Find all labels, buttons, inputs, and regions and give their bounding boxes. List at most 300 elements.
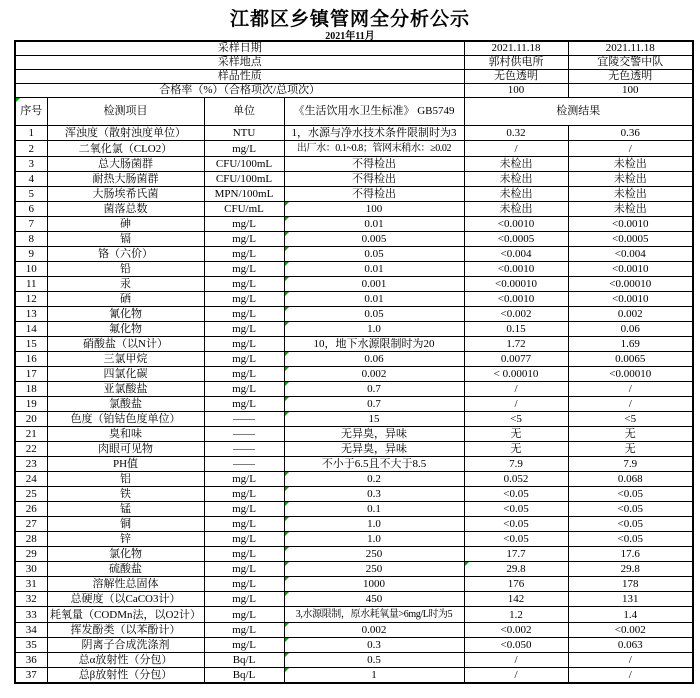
cell-standard-text: 无异臭，异味: [341, 428, 407, 440]
cell-standard-text: 1.0: [367, 533, 381, 545]
cell-standard: [284, 337, 464, 352]
cell-result-1-text: <0.004: [500, 248, 532, 260]
green-corner-marker: [285, 517, 289, 521]
cell-unit: [204, 337, 284, 352]
cell-unit-text: mg/L: [232, 278, 256, 290]
cell-standard-text: 出厂水：0.1~0.8；管网末稍水：≥0.02: [296, 143, 452, 154]
cell-standard: [284, 502, 464, 517]
cell-seq-text: 2: [28, 142, 34, 155]
cell-item-text: 总α放射性（分包）: [78, 654, 173, 666]
cell-item: [47, 202, 204, 217]
cell-seq: [15, 337, 47, 352]
cell-result-2: [568, 277, 693, 292]
green-corner-marker: [285, 277, 289, 281]
cell-result-1: [464, 592, 568, 607]
table-row: [15, 668, 693, 684]
cell-seq: [15, 157, 47, 172]
cell-result-1-text: 未检出: [499, 203, 533, 215]
cell-item: [47, 592, 204, 607]
cell-result-2: [568, 412, 693, 427]
cell-item-text: 镉: [120, 233, 131, 245]
cell-result-2-text: /: [628, 142, 632, 155]
cell-standard-text: 1.0: [367, 518, 381, 530]
cell-result-1: [464, 337, 568, 352]
cell-seq-text: 37: [25, 669, 37, 681]
table-row: [15, 322, 693, 337]
cell-standard: [284, 126, 464, 141]
cell-item-text: 铬（六价）: [98, 248, 153, 260]
cell-result-1-text: 无: [510, 443, 522, 455]
cell-unit: [204, 562, 284, 577]
cell-standard: [284, 202, 464, 217]
cell-standard-text: 1000: [363, 578, 385, 590]
table-row: [15, 397, 693, 412]
green-corner-marker: [285, 232, 289, 236]
cell-result-2: [568, 547, 693, 562]
cell-result-1-text: <0.05: [503, 503, 529, 515]
cell-result-1: [464, 607, 568, 623]
cell-seq-text: 33: [25, 608, 37, 621]
cell-result-2: [568, 668, 693, 684]
cell-result-1-text: 1.2: [509, 608, 523, 621]
cell-item-text: 臭和味: [109, 428, 142, 440]
info-label-text: 样品性质: [217, 70, 262, 82]
cell-result-1-text: 1.72: [506, 338, 526, 350]
cell-seq-text: 21: [25, 428, 37, 440]
cell-unit: [204, 292, 284, 307]
cell-seq-text: 17: [25, 368, 37, 380]
cell-standard-text: 0.2: [367, 473, 381, 485]
cell-standard: [284, 638, 464, 653]
cell-seq: [15, 187, 47, 202]
cell-result-1-text: 17.7: [506, 548, 526, 560]
cell-result-2: [568, 157, 693, 172]
cell-result-2-text: 7.9: [623, 458, 638, 470]
cell-result-1: [464, 262, 568, 277]
cell-result-2: [568, 592, 693, 607]
cell-unit: [204, 607, 284, 623]
cell-standard-text: 250: [365, 548, 383, 560]
info-label: [15, 41, 464, 56]
cell-item: [47, 352, 204, 367]
cell-unit: [204, 352, 284, 367]
cell-seq-text: 23: [25, 458, 37, 470]
cell-result-1: [464, 532, 568, 547]
cell-standard-text: 1，水源与净水技术条件限制时为3: [291, 127, 457, 139]
cell-unit: [204, 247, 284, 262]
cell-unit: [204, 532, 284, 547]
cell-result-1: [464, 412, 568, 427]
cell-result-1: [464, 397, 568, 412]
cell-standard: [284, 262, 464, 277]
info-row: [15, 56, 693, 70]
info-value-2-text: 无色透明: [608, 70, 653, 82]
cell-item-text: 浑浊度（散射浊度单位）: [65, 127, 186, 139]
cell-result-1: [464, 247, 568, 262]
green-corner-marker: [285, 382, 289, 386]
table-row: [15, 427, 693, 442]
cell-standard: [284, 352, 464, 367]
cell-standard-text: 0.05: [364, 248, 384, 260]
cell-result-1-text: /: [514, 654, 518, 666]
cell-unit: [204, 487, 284, 502]
table-row: [15, 638, 693, 653]
table-row: [15, 202, 693, 217]
cell-unit: [204, 442, 284, 457]
cell-standard-text: 3,水源限制，原水耗氧量>6mg/L时为5: [295, 609, 453, 620]
cell-item-text: 菌落总数: [103, 203, 148, 215]
cell-unit: [204, 502, 284, 517]
cell-result-2-text: <0.0010: [612, 263, 649, 275]
cell-item-text: 肉眼可见物: [98, 443, 153, 455]
cell-result-2-text: <0.0005: [612, 233, 649, 245]
cell-result-1: [464, 472, 568, 487]
cell-seq-text: 28: [25, 533, 37, 545]
analysis-table: [14, 40, 694, 684]
cell-result-2-text: 无: [624, 428, 636, 440]
cell-item-text: 铝: [120, 473, 131, 485]
cell-standard-text: 无异臭，异味: [341, 443, 407, 455]
cell-unit: [204, 592, 284, 607]
cell-item-text: 汞: [120, 278, 131, 290]
cell-result-2-text: 0.068: [617, 473, 643, 485]
cell-item: [47, 502, 204, 517]
green-corner-marker: [285, 487, 289, 491]
green-corner-marker: [285, 638, 289, 642]
cell-result-2-text: 1.69: [620, 338, 640, 350]
cell-standard: [284, 292, 464, 307]
cell-item: [47, 322, 204, 337]
cell-result-2-text: <0.05: [617, 503, 643, 515]
info-value-2: [568, 70, 693, 84]
cell-standard-text: 0.001: [361, 278, 387, 290]
cell-item-text: 阴离子合成洗涤剂: [81, 639, 170, 651]
col-header-standard: [284, 98, 464, 126]
cell-unit-text: mg/L: [232, 293, 256, 305]
cell-standard: [284, 547, 464, 562]
cell-item-text: 氟化物: [109, 323, 142, 335]
cell-unit: [204, 141, 284, 157]
cell-seq-text: 36: [25, 654, 37, 666]
cell-item: [47, 577, 204, 592]
table-body: [15, 41, 693, 683]
cell-item-text: 氰化物: [109, 308, 142, 320]
cell-seq: [15, 487, 47, 502]
green-corner-marker: [285, 547, 289, 551]
green-corner-marker: [285, 367, 289, 371]
green-corner-marker: [285, 307, 289, 311]
cell-result-1: [464, 577, 568, 592]
cell-seq: [15, 532, 47, 547]
cell-item: [47, 607, 204, 623]
info-value-1: [464, 56, 568, 70]
table-row: [15, 607, 693, 623]
cell-item-text: 总大肠菌群: [98, 158, 153, 170]
cell-unit-text: CFU/mL: [224, 203, 264, 215]
cell-seq: [15, 352, 47, 367]
cell-seq: [15, 623, 47, 638]
info-value-1: [464, 70, 568, 84]
cell-result-1: [464, 442, 568, 457]
cell-result-1-text: 176: [507, 578, 525, 590]
cell-result-2-text: <0.00010: [609, 368, 652, 380]
cell-item-text: 总硬度（以CaCO3计）: [70, 593, 181, 605]
cell-item-text: 二氧化氯（CLO2）: [78, 142, 173, 155]
cell-seq: [15, 382, 47, 397]
cell-seq: [15, 577, 47, 592]
cell-result-2-text: /: [628, 654, 632, 666]
cell-item: [47, 638, 204, 653]
cell-seq: [15, 427, 47, 442]
info-value-1: [464, 41, 568, 56]
cell-result-2-text: /: [628, 669, 632, 681]
cell-unit: [204, 322, 284, 337]
cell-result-2: [568, 126, 693, 141]
cell-result-1: [464, 367, 568, 382]
info-value-2-text: 100: [622, 84, 639, 96]
cell-unit-text: mg/L: [232, 338, 256, 350]
cell-result-1-text: <0.002: [500, 624, 532, 636]
cell-result-2-text: 1.4: [623, 608, 638, 621]
cell-unit-text: ——: [233, 443, 255, 455]
cell-result-2-text: <0.004: [614, 248, 646, 260]
cell-unit: [204, 307, 284, 322]
info-value-2-text: 宜陵交警中队: [597, 56, 664, 68]
cell-result-2: [568, 307, 693, 322]
col-header-result: [464, 98, 693, 126]
cell-result-1-text: 0.052: [503, 473, 529, 485]
green-corner-marker: [465, 562, 469, 566]
cell-item-text: 铁: [120, 488, 131, 500]
cell-seq-text: 14: [25, 323, 37, 335]
cell-seq: [15, 322, 47, 337]
cell-standard: [284, 577, 464, 592]
cell-result-1-text: <0.00010: [495, 278, 537, 290]
cell-standard: [284, 592, 464, 607]
green-corner-marker: [16, 98, 20, 102]
cell-result-2: [568, 562, 693, 577]
cell-result-1: [464, 141, 568, 157]
cell-result-2: [568, 397, 693, 412]
cell-result-2-text: 0.36: [620, 127, 640, 139]
cell-seq: [15, 172, 47, 187]
cell-unit: [204, 126, 284, 141]
cell-seq-text: 5: [28, 188, 34, 200]
cell-item-text: 三氯甲烷: [103, 353, 148, 365]
cell-standard: [284, 141, 464, 157]
cell-standard: [284, 397, 464, 412]
cell-result-1: [464, 562, 568, 577]
cell-result-1: [464, 187, 568, 202]
cell-result-1: [464, 157, 568, 172]
cell-unit: [204, 638, 284, 653]
cell-seq: [15, 397, 47, 412]
cell-seq-text: 1: [28, 127, 34, 139]
cell-unit-text: mg/L: [232, 308, 256, 320]
cell-unit: [204, 397, 284, 412]
table-row: [15, 307, 693, 322]
cell-result-2-text: <0.0010: [612, 293, 649, 305]
cell-unit-text: mg/L: [232, 548, 256, 560]
cell-seq-text: 25: [25, 488, 37, 500]
cell-result-1: [464, 202, 568, 217]
green-corner-marker: [285, 577, 289, 581]
cell-seq: [15, 502, 47, 517]
info-value-1-text: 郭村供电所: [488, 56, 544, 68]
table-row: [15, 352, 693, 367]
cell-unit-text: mg/L: [232, 248, 256, 260]
cell-result-1: [464, 638, 568, 653]
cell-unit-text: mg/L: [232, 323, 256, 335]
cell-unit-text: MPN/100mL: [214, 188, 274, 200]
cell-item: [47, 547, 204, 562]
cell-item: [47, 382, 204, 397]
cell-seq: [15, 607, 47, 623]
cell-seq-text: 3: [28, 158, 34, 170]
cell-unit-text: mg/L: [232, 398, 256, 410]
cell-standard-text: 0.3: [367, 639, 381, 651]
cell-standard: [284, 562, 464, 577]
cell-unit: [204, 157, 284, 172]
cell-seq: [15, 247, 47, 262]
cell-unit: [204, 382, 284, 397]
cell-unit-text: mg/L: [232, 488, 256, 500]
cell-item: [47, 412, 204, 427]
green-corner-marker: [285, 202, 289, 206]
cell-standard: [284, 532, 464, 547]
cell-result-2-text: 0.06: [620, 323, 640, 335]
green-corner-marker: [285, 668, 289, 672]
table-row: [15, 623, 693, 638]
cell-standard: [284, 517, 464, 532]
cell-item: [47, 517, 204, 532]
cell-standard: [284, 607, 464, 623]
cell-standard-text: 不得检出: [352, 158, 396, 170]
cell-item: [47, 247, 204, 262]
cell-result-2: [568, 442, 693, 457]
cell-unit: [204, 577, 284, 592]
cell-result-1-text: <5: [510, 413, 522, 425]
green-corner-marker: [285, 562, 289, 566]
cell-standard-text: 0.005: [361, 233, 387, 245]
cell-standard: [284, 668, 464, 684]
cell-seq-text: 34: [25, 624, 37, 636]
cell-unit-text: ——: [233, 428, 255, 440]
cell-result-2-text: 0.002: [617, 308, 643, 320]
cell-result-2: [568, 517, 693, 532]
cell-result-2-text: <0.05: [617, 518, 643, 530]
cell-result-1-text: /: [514, 383, 518, 395]
cell-item: [47, 187, 204, 202]
cell-result-1: [464, 457, 568, 472]
table-row: [15, 232, 693, 247]
table-row: [15, 367, 693, 382]
cell-result-2: [568, 502, 693, 517]
cell-standard-text: 0.002: [361, 624, 387, 636]
cell-seq: [15, 472, 47, 487]
table-row: [15, 457, 693, 472]
cell-item: [47, 668, 204, 684]
cell-result-2-text: 无: [624, 443, 636, 455]
cell-item-text: 溶解性总固体: [92, 578, 159, 590]
cell-unit-text: NTU: [232, 127, 256, 139]
cell-unit: [204, 472, 284, 487]
cell-seq: [15, 412, 47, 427]
cell-seq: [15, 517, 47, 532]
cell-standard: [284, 322, 464, 337]
cell-unit-text: mg/L: [232, 518, 256, 530]
cell-item: [47, 337, 204, 352]
cell-result-1-text: <0.050: [500, 639, 532, 651]
cell-standard-text: 0.3: [367, 488, 381, 500]
cell-result-2-text: <0.00010: [609, 278, 652, 290]
cell-seq: [15, 592, 47, 607]
cell-result-1: [464, 547, 568, 562]
cell-standard-text: 0.06: [364, 353, 384, 365]
green-corner-marker: [285, 592, 289, 596]
cell-unit: [204, 187, 284, 202]
cell-standard: [284, 457, 464, 472]
cell-unit: [204, 412, 284, 427]
cell-result-2: [568, 367, 693, 382]
table-row: [15, 653, 693, 668]
info-label: [15, 84, 464, 98]
cell-result-1: [464, 668, 568, 684]
cell-result-1-text: <0.05: [503, 488, 529, 500]
cell-standard: [284, 412, 464, 427]
cell-item: [47, 623, 204, 638]
cell-standard: [284, 172, 464, 187]
cell-seq-text: 4: [28, 173, 34, 185]
cell-standard: [284, 307, 464, 322]
cell-unit-text: mg/L: [232, 218, 256, 230]
cell-result-1-text: 未检出: [499, 173, 533, 185]
col-header-standard-text: 《生活饮用水卫生标准》 GB5749: [293, 105, 455, 117]
cell-seq-text: 15: [25, 338, 37, 350]
table-row: [15, 532, 693, 547]
table-row: [15, 487, 693, 502]
cell-standard: [284, 187, 464, 202]
cell-unit: [204, 457, 284, 472]
cell-unit-text: mg/L: [232, 142, 256, 155]
cell-seq-text: 19: [25, 398, 37, 410]
cell-item-text: 大肠埃希氏菌: [92, 188, 159, 200]
cell-result-2: [568, 202, 693, 217]
cell-result-1-text: <0.0010: [497, 218, 535, 230]
cell-seq: [15, 547, 47, 562]
cell-result-2-text: 未检出: [613, 188, 647, 200]
cell-seq-text: 6: [28, 203, 34, 215]
column-header-row: [15, 98, 693, 126]
cell-result-2: [568, 577, 693, 592]
info-label-text: 采样日期: [217, 42, 262, 54]
cell-standard: [284, 247, 464, 262]
info-row: [15, 70, 693, 84]
cell-item: [47, 217, 204, 232]
cell-unit-text: mg/L: [232, 639, 256, 651]
cell-result-1: [464, 277, 568, 292]
cell-item: [47, 442, 204, 457]
cell-result-2: [568, 638, 693, 653]
cell-standard-text: 不得检出: [352, 173, 396, 185]
cell-item: [47, 397, 204, 412]
table-row: [15, 577, 693, 592]
page-subtitle: 2021年11月: [325, 31, 375, 42]
cell-result-2: [568, 172, 693, 187]
cell-seq: [15, 292, 47, 307]
col-header-seq-text: 序号: [20, 105, 43, 117]
cell-unit: [204, 517, 284, 532]
